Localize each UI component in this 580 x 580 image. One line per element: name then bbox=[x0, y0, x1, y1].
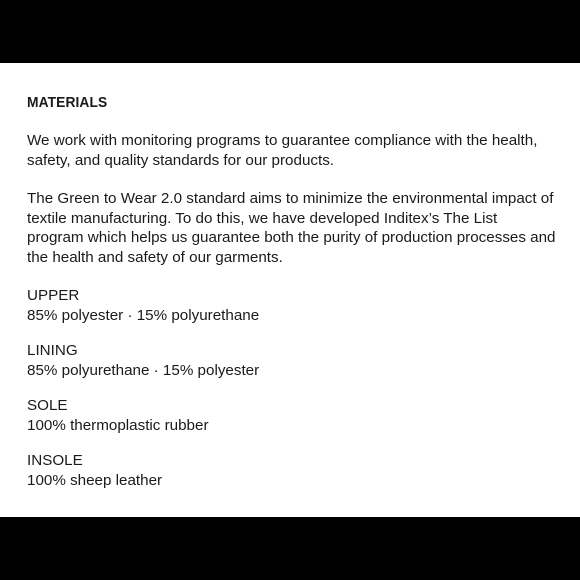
monitoring-paragraph: We work with monitoring programs to guarantee compliance with the health, safety, and quality standards for our products. bbox=[27, 132, 538, 169]
material-value: 100% sheep leather bbox=[27, 471, 163, 489]
section-title: MATERIALS bbox=[27, 94, 108, 111]
material-label: UPPER bbox=[27, 287, 80, 304]
material-value: 85% polyester · 15% polyurethane bbox=[27, 306, 260, 324]
material-label: INSOLE bbox=[27, 452, 83, 469]
green-to-wear-paragraph: The Green to Wear 2.0 standard aims to minimize the environmental impact of textile manufacturing. To do this, we have developed Inditex’s The List program which helps us guarantee both the purity of production processes and the health and safety of our garments. bbox=[27, 190, 556, 266]
material-sole bbox=[27, 396, 553, 435]
material-value: 100% thermoplastic rubber bbox=[27, 416, 209, 434]
material-lining bbox=[27, 341, 553, 380]
material-label: LINING bbox=[27, 342, 78, 359]
materials-panel bbox=[0, 63, 580, 517]
material-insole bbox=[27, 451, 553, 490]
material-value: 85% polyurethane · 15% polyester bbox=[27, 361, 260, 379]
material-upper bbox=[27, 286, 553, 325]
material-label: SOLE bbox=[27, 397, 68, 414]
